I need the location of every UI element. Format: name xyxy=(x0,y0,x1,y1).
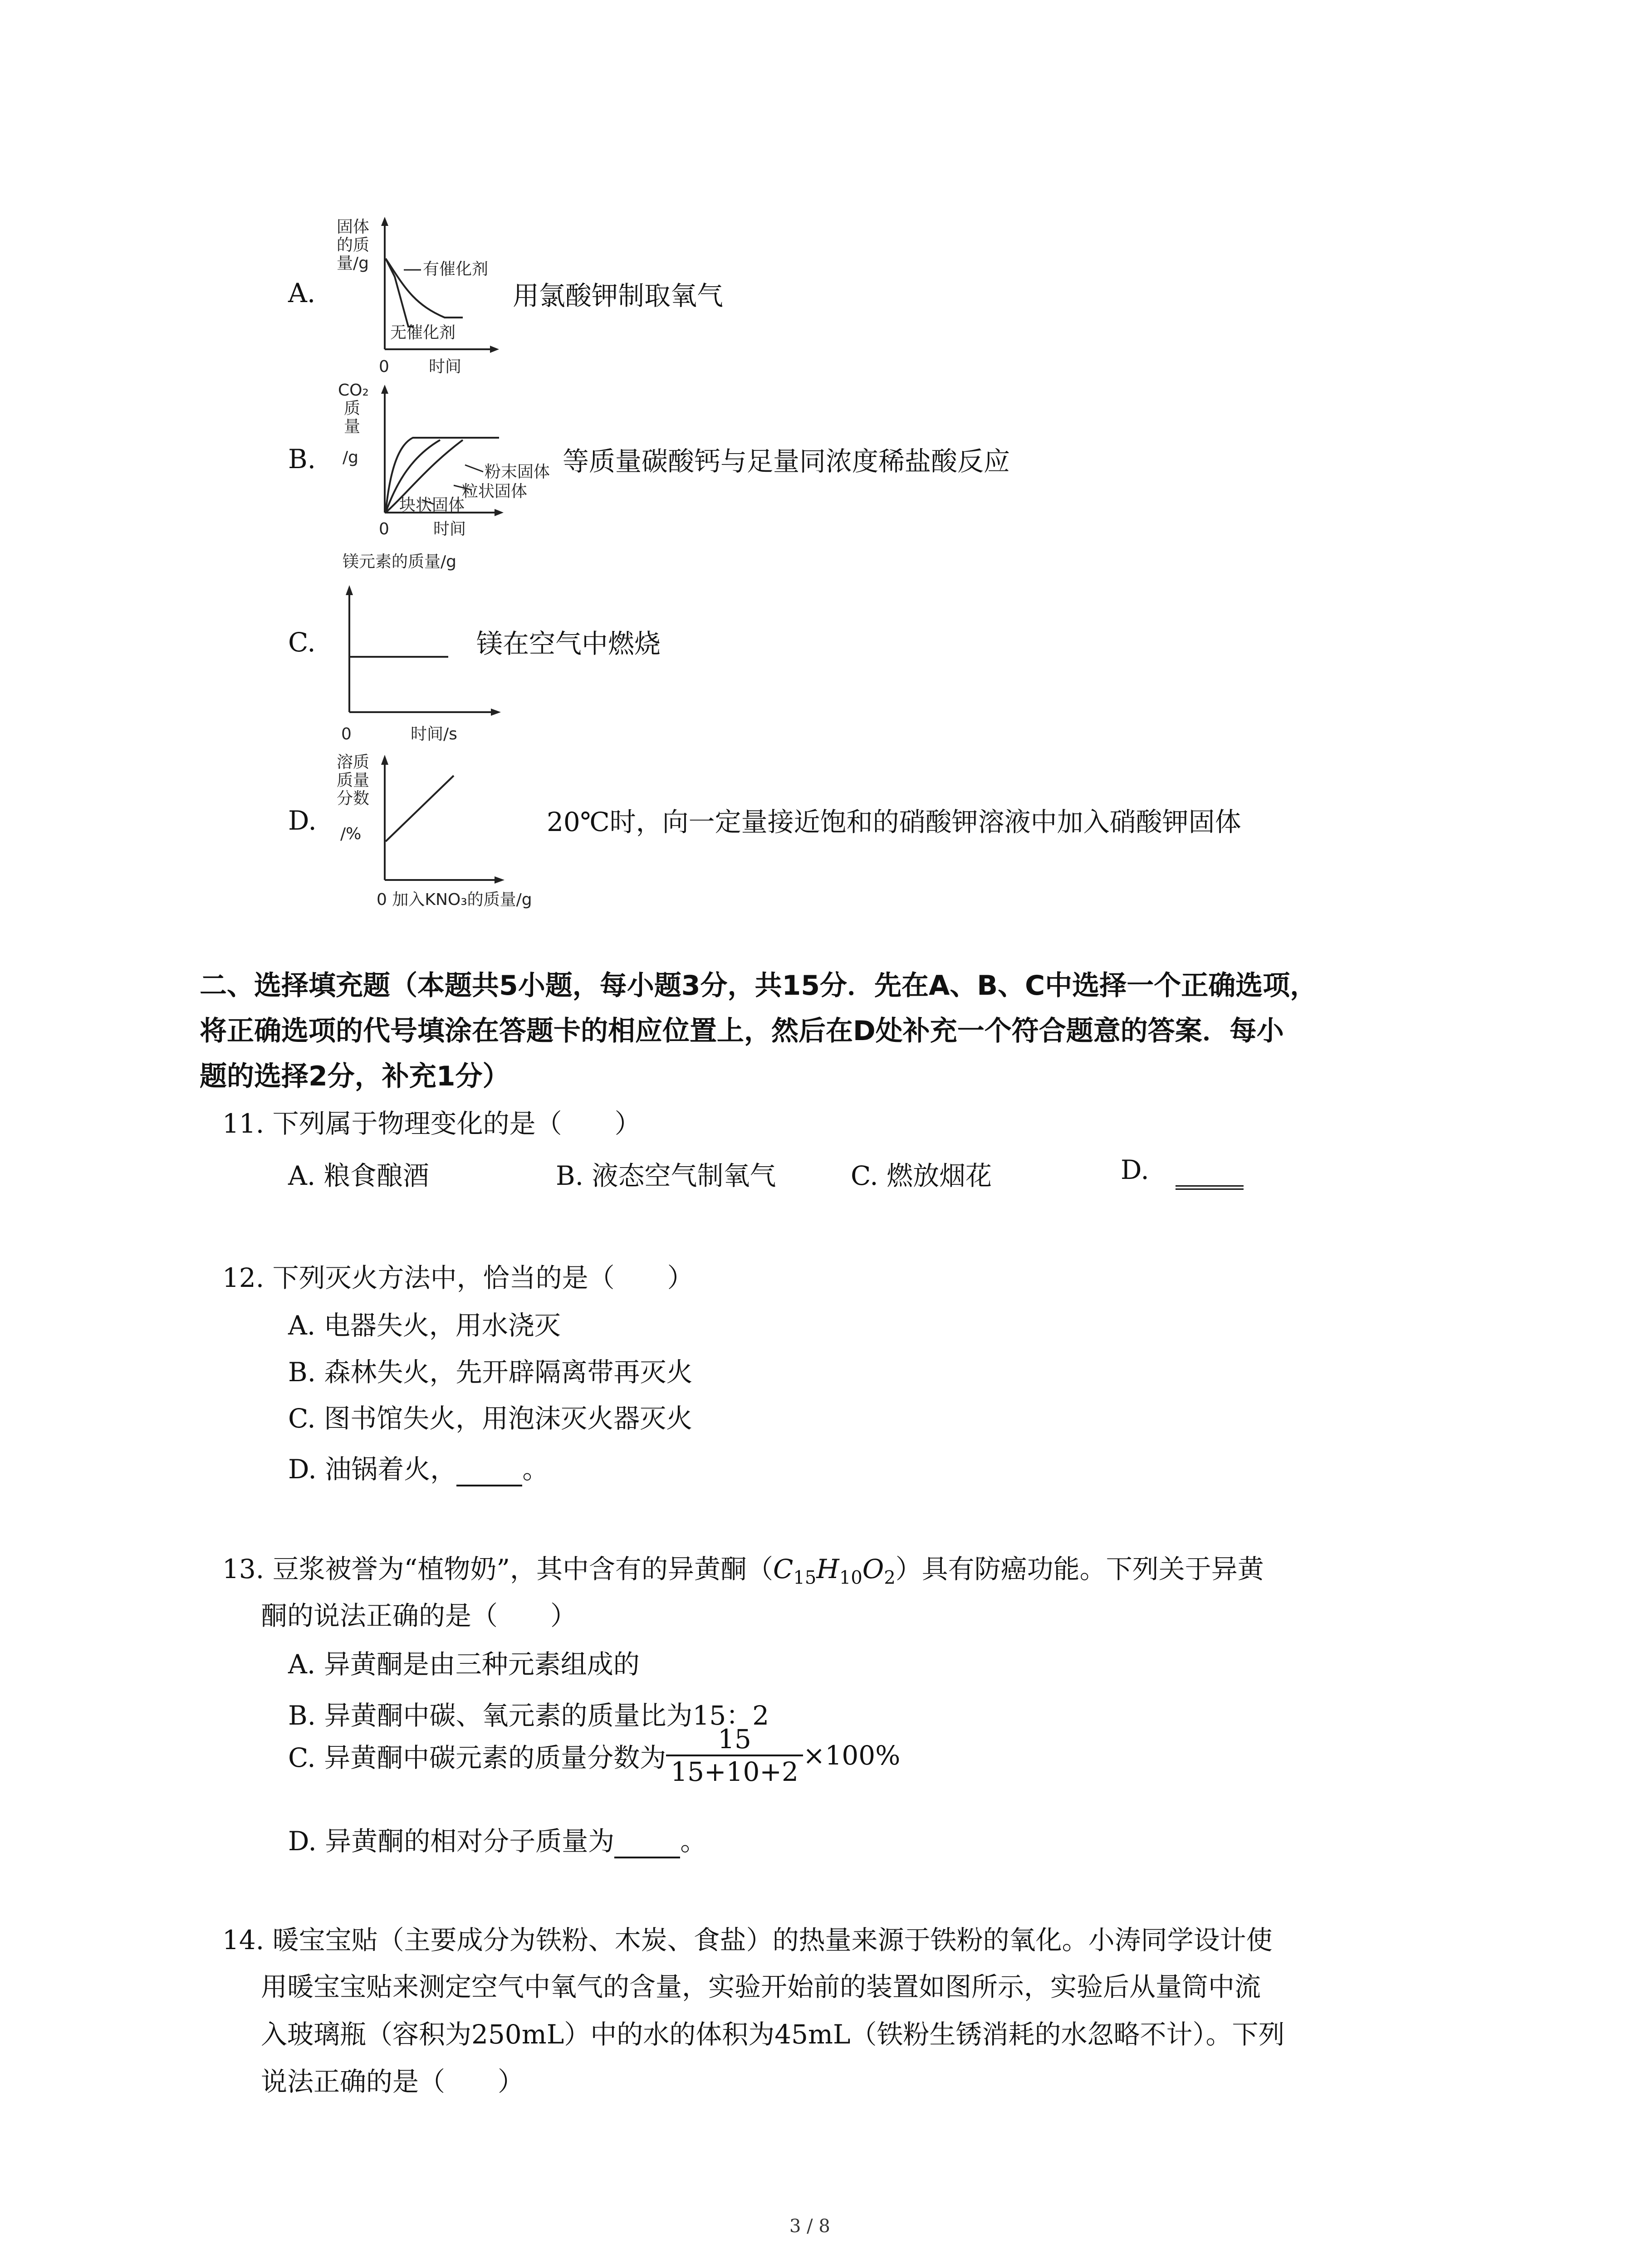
graph-b-xlabel: 时间 xyxy=(433,520,466,538)
option-b-letter: B. xyxy=(288,444,316,474)
graph-d-xlabel: 0 加入KNO₃的质量/g xyxy=(377,890,532,909)
q14-line4: 说法正确的是（ ） xyxy=(261,2066,524,2097)
graph-a-ylabel xyxy=(337,218,369,273)
option-b-desc: 等质量碳酸钙与足量同浓度稀盐酸反应 xyxy=(563,446,1010,477)
graph-d-ylabel-2: 质量 xyxy=(337,771,370,790)
graph-a-ylabel-1: 固体 xyxy=(337,218,370,236)
graph-a-curve1: 有催化剂 xyxy=(423,260,489,279)
q14-line3: 入玻璃瓶（容积为250mL）中的水的体积为45mL（铁粉生锈消耗的水忽略不计）。下列 xyxy=(261,2019,1285,2050)
q11-option-d-label: D. xyxy=(1121,1154,1149,1185)
q12-option-d-end: 。 xyxy=(522,1454,549,1485)
option-a-letter: A. xyxy=(288,278,316,308)
q12-answer-blank[interactable] xyxy=(456,1454,522,1486)
formula-o: O xyxy=(862,1554,884,1584)
graph-b xyxy=(318,376,572,549)
graph-b-ylabel-2: 质 xyxy=(344,399,361,418)
q13-stem-line1 xyxy=(222,1548,1264,1589)
q12-option-b: B. 森林失火，先开辟隔离带再灭火 xyxy=(288,1357,693,1388)
graph-b-curve1: 粉末固体 xyxy=(485,463,550,481)
option-a-desc: 用氯酸钾制取氧气 xyxy=(513,280,724,311)
q13-option-c xyxy=(288,1724,900,1787)
q11-option-a: A. 粮食酿酒 xyxy=(288,1160,429,1191)
graph-a-ylabel-2: 的质 xyxy=(337,236,370,254)
graph-b-ylabel-1: CO₂ xyxy=(338,381,369,400)
q13-option-d-label: D. 异黄酮的相对分子质量为 xyxy=(288,1826,615,1857)
graph-b-ylabel-3: 量 xyxy=(344,417,361,436)
formula-c: C xyxy=(773,1554,794,1584)
graph-b-origin: 0 xyxy=(379,520,389,538)
q13-stem-a: 13. 豆浆被誉为“植物奶”，其中含有的异黄酮（ xyxy=(222,1554,773,1584)
graph-b-ylabel-4: /g xyxy=(343,448,358,467)
q13-stem-b: ）具有防癌功能。下列关于异黄 xyxy=(895,1554,1264,1584)
page-number: 3 / 8 xyxy=(789,2216,830,2237)
fraction-numerator: 15 xyxy=(666,1724,803,1756)
graph-d-ylabel-1: 溶质 xyxy=(337,753,370,772)
formula-c-sub: 15 xyxy=(793,1567,817,1589)
q11-option-c: C. 燃放烟花 xyxy=(851,1160,992,1191)
q13-option-b: B. 异黄酮中碳、氧元素的质量比为15：2 xyxy=(288,1700,769,1731)
graph-d-ylabel-4: /% xyxy=(340,825,362,843)
graph-d-ylabel-3: 分数 xyxy=(337,789,370,808)
option-d-letter: D. xyxy=(288,805,317,836)
q13-option-d-end: 。 xyxy=(680,1826,707,1857)
mass-fraction xyxy=(666,1724,803,1787)
graph-d xyxy=(318,748,572,912)
graph-a-ylabel-3: 量/g xyxy=(337,254,369,273)
graph-a xyxy=(318,213,508,395)
q12-stem: 12. 下列灭火方法中，恰当的是（ ） xyxy=(222,1262,694,1293)
graph-a-curve2: 无催化剂 xyxy=(390,323,456,342)
q14-line2: 用暖宝宝贴来测定空气中氧气的含量，实验开始前的装置如图所示，实验后从量筒中流 xyxy=(261,1971,1261,2002)
q13-option-d xyxy=(288,1820,706,1858)
graph-b-curve2: 粒状固体 xyxy=(462,482,528,501)
graph-c-xlabel: 时间/s xyxy=(411,725,457,743)
graph-b-ylabel xyxy=(338,381,369,467)
q11-option-b: B. 液态空气制氧气 xyxy=(556,1160,776,1191)
fraction-denominator: 15+10+2 xyxy=(671,1756,798,1787)
option-c-desc: 镁在空气中燃烧 xyxy=(476,628,661,659)
graph-d-ylabel xyxy=(337,753,369,843)
q12-option-d-label: D. 油锅着火， xyxy=(288,1454,457,1485)
q13-answer-blank[interactable] xyxy=(614,1826,680,1858)
graph-c-ylabel: 镁元素的质量/g xyxy=(343,552,456,571)
option-c-letter: C. xyxy=(288,627,316,658)
q13-option-c-tail: ×100% xyxy=(803,1740,901,1771)
option-d-desc: 20℃时，向一定量接近饱和的硝酸钾溶液中加入硝酸钾固体 xyxy=(547,807,1241,837)
graph-a-xlabel: 时间 xyxy=(429,357,462,376)
graph-a-origin: 0 xyxy=(379,357,389,376)
q13-option-c-label: C. 异黄酮中碳元素的质量分数为 xyxy=(288,1742,666,1773)
q11-option-d xyxy=(1121,1154,1244,1190)
q12-option-d xyxy=(288,1448,549,1486)
q11-stem: 11. 下列属于物理变化的是（ ） xyxy=(222,1108,641,1139)
q11-answer-blank[interactable] xyxy=(1176,1154,1244,1190)
section2-line3: 题的选择2分，补充1分） xyxy=(200,1061,510,1092)
graph-b-curve3: 块状固体 xyxy=(399,496,465,514)
section2-line2: 将正确选项的代号填涂在答题卡的相应位置上，然后在D处补充一个符合题意的答案．每小 xyxy=(200,1015,1284,1047)
q13-stem-line2: 酮的说法正确的是（ ） xyxy=(261,1600,577,1631)
q14-line1: 14. 暖宝宝贴（主要成分为铁粉、木炭、食盐）的热量来源于铁粉的氧化。小涛同学设计使 xyxy=(222,1925,1273,1955)
q13-option-a: A. 异黄酮是由三种元素组成的 xyxy=(288,1649,640,1680)
section2-line1: 二、选择填充题（本题共5小题，每小题3分，共15分．先在A、B、C中选择一个正确选项， xyxy=(200,970,1318,1002)
q12-option-c: C. 图书馆失火，用泡沫灭火器灭火 xyxy=(288,1403,693,1434)
formula-h: H xyxy=(816,1554,839,1584)
graph-c-origin: 0 xyxy=(341,725,352,743)
formula-o-sub: 2 xyxy=(884,1567,896,1589)
formula-h-sub: 10 xyxy=(839,1567,862,1589)
q12-option-a: A. 电器失火，用水浇灭 xyxy=(288,1310,561,1341)
